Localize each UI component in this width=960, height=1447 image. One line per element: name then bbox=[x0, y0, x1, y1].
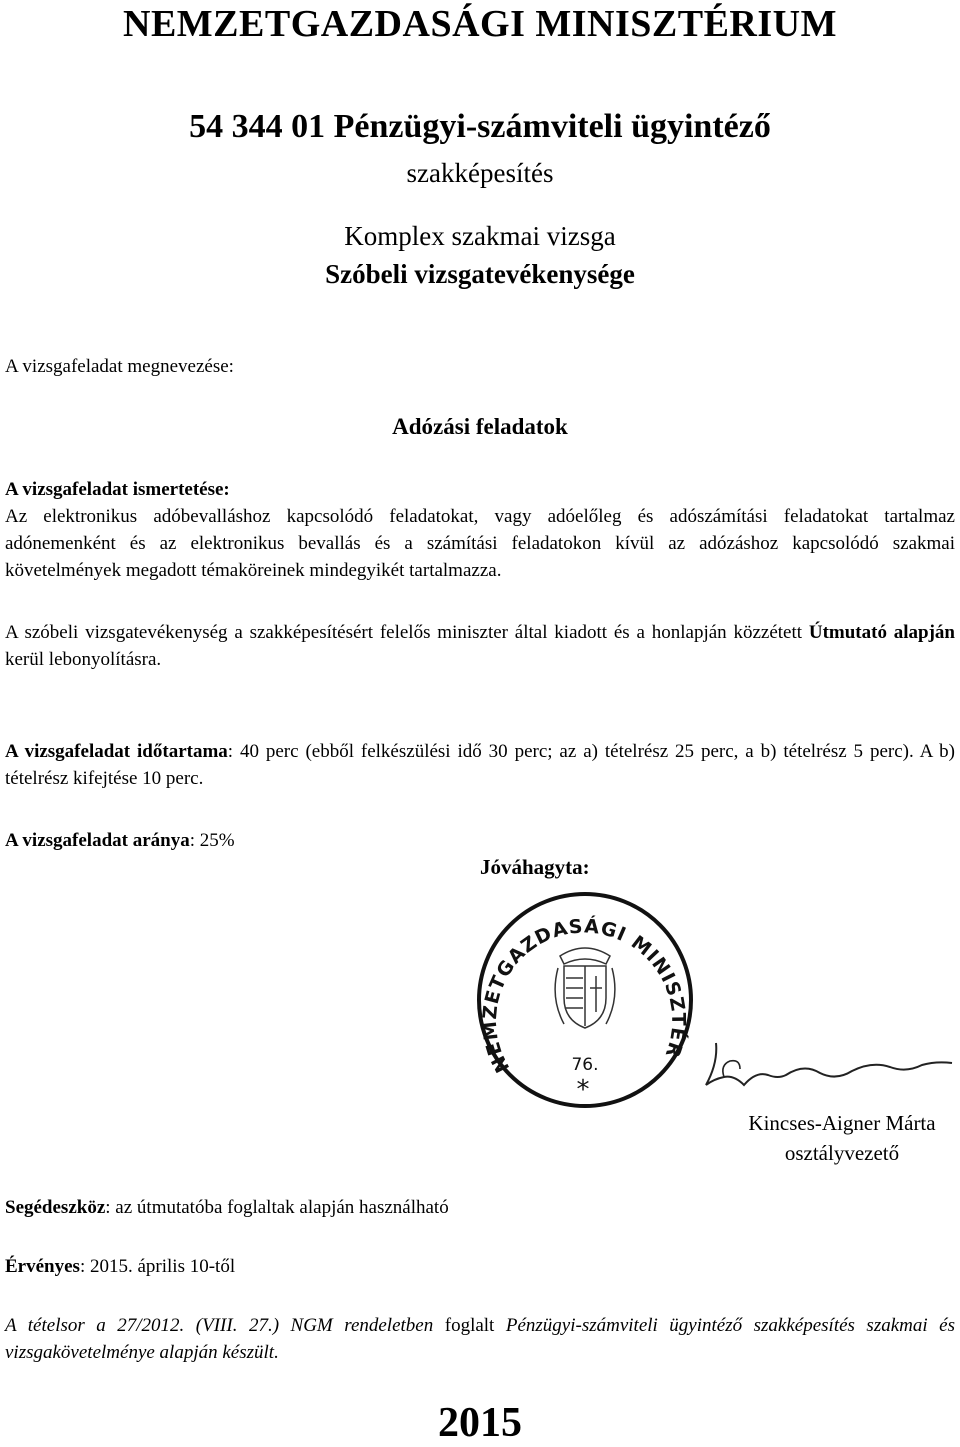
ministry-title: NEMZETGAZDASÁGI MINISZTÉRIUM bbox=[123, 3, 837, 45]
ratio-text: : 25% bbox=[189, 830, 235, 851]
duration-label: időtartama bbox=[137, 741, 228, 762]
official-stamp bbox=[470, 888, 700, 1118]
task-description: Az elektronikus adóbevalláshoz kapcsolódó feladatokat, vagy adóelőleg és adószámítási feladatokat tartalmaz adónemenként és az elektronikus bevallás és a számítási feladatokon kívül az adózáshoz kapcsolódó szakmai követelmények megadott témaköreinek mindegyikét tartalmazza. bbox=[5, 506, 955, 581]
tool-paragraph bbox=[5, 1194, 955, 1221]
footer-note bbox=[5, 1312, 955, 1366]
approved-by-label: Jóváhagyta: bbox=[480, 855, 590, 879]
tool-label: Segédeszköz bbox=[5, 1197, 106, 1218]
task-desc-label-text: A vizsgafeladat ismertetése: bbox=[5, 479, 230, 500]
valid-label: Érvényes bbox=[5, 1256, 80, 1277]
duration-label-prefix: A vizsgafeladat bbox=[5, 741, 138, 762]
signature bbox=[700, 1035, 956, 1100]
footer-text-3: Pénzügyi-számviteli ügyintéző szakképesítés szakmai és vizsgakövetelménye alapján készült. bbox=[5, 1315, 955, 1363]
footer-text-1: A tételsor a 27/2012. (VIII. 27.) NGM rendeletben bbox=[5, 1315, 434, 1336]
document-year: 2015 bbox=[438, 1400, 522, 1446]
valid-paragraph bbox=[5, 1253, 955, 1280]
task-name: Adózási feladatok bbox=[392, 414, 568, 439]
signer-block bbox=[726, 1108, 958, 1168]
stamp-number: 76. bbox=[571, 1055, 599, 1075]
stamp-text: NEMZETGAZDASÁGI MINISZTÉR bbox=[478, 915, 690, 1077]
qualification-title: 54 344 01 Pénzügyi-számviteli ügyintéző bbox=[189, 108, 771, 145]
guide-reference: Útmutató alapján bbox=[808, 622, 956, 643]
oral-exam-note bbox=[5, 619, 955, 673]
oral-note-text-1: A szóbeli vizsgatevékenység a szakképesítésért felelős miniszter által kiadott és a honlapján közzétett bbox=[5, 622, 809, 643]
ratio-label: aránya bbox=[132, 830, 190, 851]
valid-text: : 2015. április 10-től bbox=[79, 1256, 236, 1277]
duration-text: : 40 perc (ebből felkészülési idő 30 perc; az a) tételrész 25 perc, a b) tételrész 5 perc). A b) tételrész kifejtése 10 perc. bbox=[5, 741, 955, 789]
oral-note-text-2: kerül lebonyolításra. bbox=[5, 649, 162, 670]
qualification-subtitle: szakképesítés bbox=[406, 158, 554, 188]
ratio-label-prefix: A vizsgafeladat bbox=[5, 830, 133, 851]
stamp-star: * bbox=[576, 1075, 590, 1105]
svg-text:NEMZETGAZDASÁGI MINISZTÉRIUM bbox=[470, 888, 690, 1076]
ratio-paragraph bbox=[5, 827, 955, 854]
duration-paragraph bbox=[5, 738, 955, 792]
exam-subtitle: Szóbeli vizsgatevékenysége bbox=[325, 259, 635, 289]
signer-name: Kincses-Aigner Márta bbox=[748, 1111, 936, 1135]
signer-title: osztályvezető bbox=[784, 1141, 900, 1165]
coat-of-arms-icon bbox=[555, 948, 615, 1028]
exam-title: Komplex szakmai vizsga bbox=[344, 221, 616, 251]
footer-text-2: foglalt bbox=[433, 1315, 506, 1336]
task-name-label: A vizsgafeladat megnevezése: bbox=[5, 356, 234, 377]
tool-text: : az útmutatóba foglaltak alapján használható bbox=[105, 1197, 449, 1218]
task-desc-label bbox=[5, 476, 955, 503]
